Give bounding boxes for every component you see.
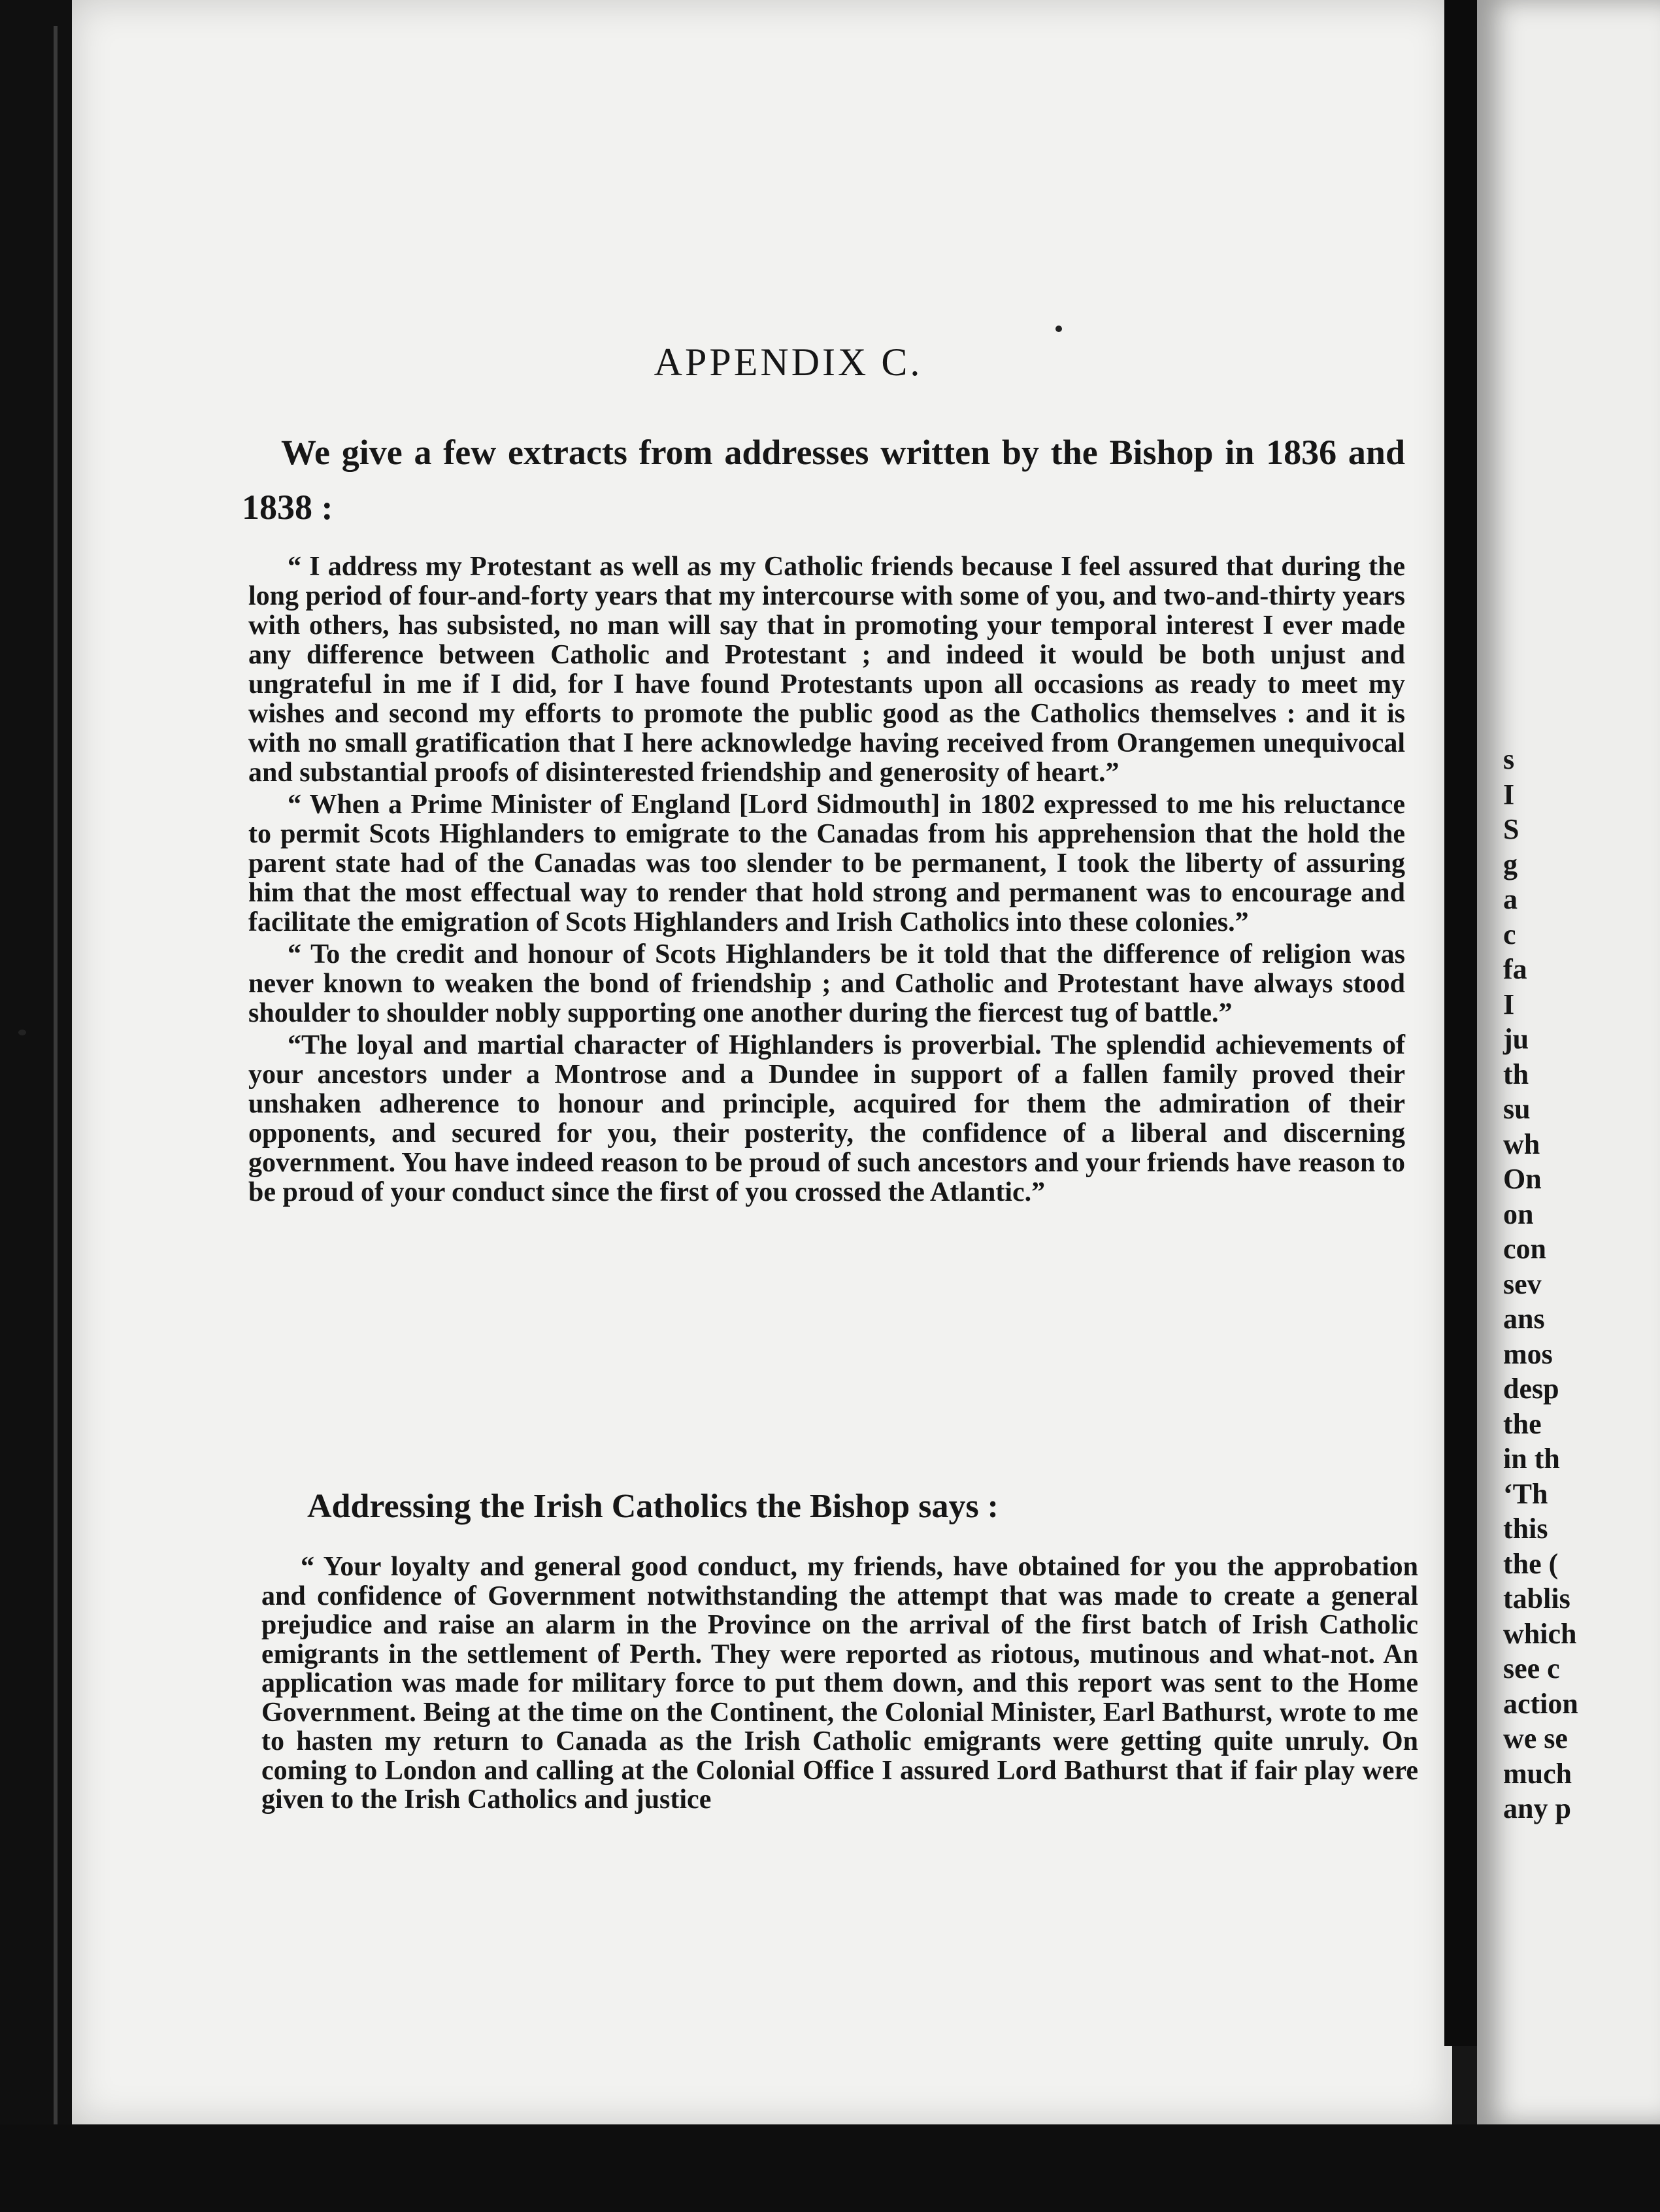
facing-page-fragment: con bbox=[1503, 1233, 1546, 1265]
irish-quote-paragraph: “ Your loyalty and general good conduct, my friends, have obtained for you the approbation and confidence of Government notwithstanding the attempt that was made to create a general prejudice and raise an alarm in the Province on the arrival of the first batch of Irish Catholic emigrants in the settlement of Perth. They were reported as riotous, mutinous and what-not. An application was made for military force to put them down, and this report was sent to the Home Government. Being at the time on the Continent, the Colonial Minister, Earl Bathurst, wrote to me to hasten my return to Canada as the Irish Catholic emigrants were getting quite unruly. On coming to London and calling at the Colonial Office I assured Lord Bathurst that if fair play were given to the Irish Catholics and justice bbox=[261, 1552, 1418, 1815]
facing-page-fragment: a bbox=[1503, 883, 1518, 915]
facing-page-fragment: the bbox=[1503, 1407, 1542, 1440]
facing-page-fragment: sev bbox=[1503, 1267, 1542, 1300]
facing-page-fragment: tablis bbox=[1503, 1583, 1570, 1615]
facing-page-fragment: much bbox=[1503, 1757, 1572, 1790]
facing-page-fragment: On bbox=[1503, 1163, 1542, 1195]
facing-page-fragment: on bbox=[1503, 1198, 1534, 1230]
binding-line bbox=[54, 26, 58, 2131]
facing-page-fragment: mos bbox=[1503, 1337, 1553, 1370]
facing-page-fragment: the ( bbox=[1503, 1547, 1559, 1580]
page-content bbox=[72, 0, 1452, 2124]
facing-page-fragment: c bbox=[1503, 918, 1516, 950]
section-subheading: Addressing the Irish Catholics the Bishop says : bbox=[307, 1488, 999, 1525]
book-page bbox=[72, 0, 1452, 2124]
facing-page-fragment: desp bbox=[1503, 1373, 1559, 1405]
facing-page-fragment: see c bbox=[1503, 1652, 1560, 1684]
facing-page-fragment: any p bbox=[1503, 1792, 1571, 1824]
ink-speck bbox=[18, 1030, 26, 1035]
facing-page-fragment: this bbox=[1503, 1513, 1548, 1545]
appendix-heading: APPENDIX C. bbox=[654, 341, 923, 384]
quote-paragraph: “ I address my Protestant as well as my Catholic friends because I feel assured that during the long period of four-and-forty years that my intercourse with some of you, and two-and-thirty years with others, has subsisted, no man will say that in promoting your temporal interest I ever made any difference between Catholic and Protestant ; and indeed it would be both unjust and ungrateful in me if I did, for I have found Protestants upon all occasions as ready to meet my wishes and second my efforts to promote the public good as the Catholics themselves : and it is with no small gratification that I here acknowledge having received from Orangemen unequivocal and substantial proofs of disinterested friendship and generosity of heart.” bbox=[248, 552, 1405, 788]
facing-page-fragment: we se bbox=[1503, 1722, 1568, 1754]
ink-speck bbox=[1055, 326, 1062, 332]
facing-page-fragment: I bbox=[1503, 778, 1515, 811]
quote-paragraph: “The loyal and martial character of Highlanders is proverbial. The splendid achievements of your ancestors under a Montrose and a Dundee in support of a fallen family proved their unshaken adherence to honour and principle, acquired for them the admiration of their opponents, and secured for you, their posterity, the confidence of a liberal and discerning government. You have indeed reason to be proud of such ancestors and your friends have reason to be proud of your conduct since the first of you crossed the Atlantic.” bbox=[248, 1030, 1405, 1207]
quote-paragraph: “ To the credit and honour of Scots Highlanders be it told that the difference of religion was never known to weaken the bond of friendship ; and Catholic and Protestant have always stood shoulder to shoulder nobly supporting one another during the fiercest tug of battle.” bbox=[248, 939, 1405, 1028]
facing-page-fragment: S bbox=[1503, 813, 1519, 845]
facing-page-fragment: action bbox=[1503, 1687, 1578, 1720]
facing-page-fragment: ans bbox=[1503, 1303, 1545, 1335]
facing-page-fragment: s bbox=[1503, 743, 1515, 775]
facing-page-fragment: I bbox=[1503, 988, 1515, 1020]
quote-paragraph: “ When a Prime Minister of England [Lord Sidmouth] in 1802 expressed to me his reluctance to permit Scots Highlanders to emigrate to the Canadas from his apprehension that the hold the parent state had of the Canadas was too slender to be permanent, I took the liberty of assuring him that the most effectual way to render that hold strong and permanent was to encourage and facilitate the emigration of Scots Highlanders and Irish Catholics into these colonies.” bbox=[248, 790, 1405, 937]
facing-page-fragment: th bbox=[1503, 1058, 1529, 1090]
page-gutter bbox=[1444, 0, 1477, 2046]
facing-page-fragment: which bbox=[1503, 1617, 1577, 1650]
intro-paragraph: We give a few extracts from addresses written by the Bishop in 1836 and 1838 : bbox=[242, 433, 1405, 527]
facing-page bbox=[1477, 0, 1660, 2124]
binding-edge bbox=[0, 0, 72, 2212]
quotes-block bbox=[248, 552, 1405, 1210]
facing-page-fragment: g bbox=[1503, 848, 1518, 880]
facing-page-fragment: su bbox=[1503, 1093, 1531, 1125]
facing-page-fragment: fa bbox=[1503, 953, 1527, 985]
facing-page-text bbox=[1477, 745, 1660, 1830]
facing-page-fragment: wh bbox=[1503, 1128, 1540, 1160]
page-bottom-edge bbox=[0, 2124, 1660, 2212]
facing-page-fragment: ju bbox=[1503, 1023, 1529, 1055]
facing-page-fragment: in th bbox=[1503, 1443, 1560, 1475]
facing-page-fragment: ‘Th bbox=[1503, 1477, 1548, 1510]
